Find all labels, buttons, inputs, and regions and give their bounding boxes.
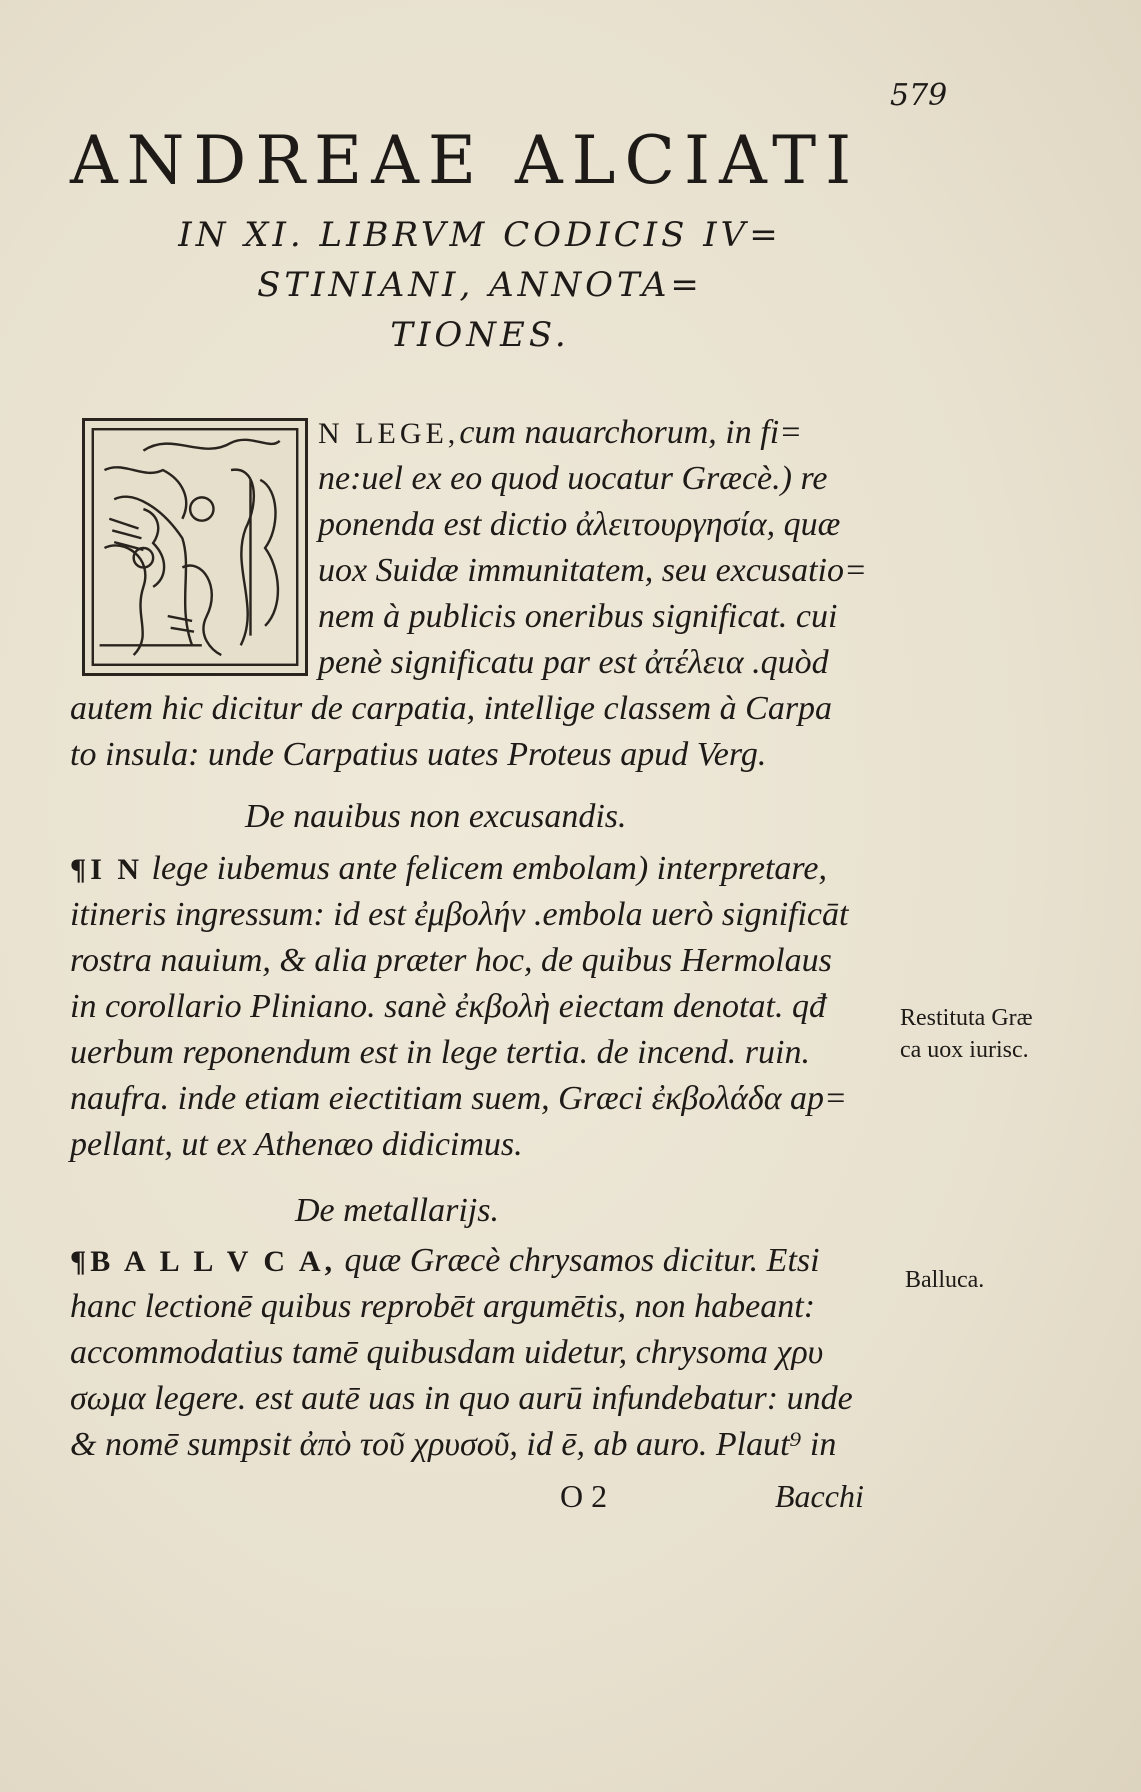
text-line: to insula: unde Carpatius uates Proteus apud Verg. <box>70 736 767 773</box>
marginal-note: Balluca. <box>905 1267 985 1293</box>
woodcut-initial-image <box>82 418 308 676</box>
text-line: ne:uel ex eo quod uocatur Græcè.) re <box>318 460 828 497</box>
text-line: N LEGE,cum nauarchorum, in fi= <box>318 414 803 451</box>
text-line: ponenda est dictio ἀλειτουργησία, quæ <box>318 506 841 543</box>
folio-number: 579 <box>890 78 948 113</box>
signature-mark: O 2 <box>560 1478 608 1514</box>
text-line: in corollario Pliniano. sanè ἐκβολὴ eiectam denotat. qđ <box>70 988 826 1025</box>
subtitle-line: TIONES. <box>390 315 570 355</box>
text-line: ¶I N lege iubemus ante felicem embolam) interpretare, <box>70 850 827 887</box>
subtitle-line: STINIANI, ANNOTA= <box>257 265 703 305</box>
section-heading: De nauibus non excusandis. <box>245 798 627 835</box>
marginal-note: ca uox iurisc. <box>900 1037 1029 1063</box>
text-line: autem hic dicitur de carpatia, intellige classem à Carpa <box>70 690 833 727</box>
text-line: σωμα legere. est autē uas in quo aurū infundebatur: unde <box>70 1380 853 1417</box>
page-title: ANDREAE ALCIATI <box>70 122 861 199</box>
marginal-note: Restituta Græ <box>900 1005 1033 1031</box>
text-line: naufra. inde etiam eiectitiam suem, Græci ἐκβολάδα ap= <box>70 1080 848 1117</box>
catchword: Bacchi <box>775 1478 864 1514</box>
subtitle-line: IN XI. LIBRVM CODICIS IV= <box>178 215 782 255</box>
woodcut-initial-illustration <box>85 421 305 673</box>
text-line: nem à publicis oneribus significat. cui <box>318 598 838 635</box>
text-line: ¶B A L L V C A, quæ Græcè chrysamos dicitur. Etsi <box>70 1242 820 1279</box>
text-line: & nomē sumpsit ἀπὸ τοῦ χρυσοῦ, id ē, ab auro. Plaut⁹ in <box>70 1426 837 1463</box>
text-line: rostra nauium, & alia præter hoc, de quibus Hermolaus <box>70 942 832 979</box>
text-line: penè significatu par est ἀτέλεια .quòd <box>318 644 829 681</box>
section-heading: De metallarijs. <box>295 1192 499 1229</box>
text-line: hanc lectionē quibus reprobēt argumētis, non habeant: <box>70 1288 816 1325</box>
text-line: itineris ingressum: id est ἐμβολήν .embola uerò significāt <box>70 896 849 933</box>
text-line: uox Suidæ immunitatem, seu excusatio= <box>318 552 867 589</box>
text-line: pellant, ut ex Athenæo didicimus. <box>70 1126 523 1163</box>
text-line: uerbum reponendum est in lege tertia. de incend. ruin. <box>70 1034 810 1071</box>
text-line: accommodatius tamē quibusdam uidetur, chrysoma χρυ <box>70 1334 824 1371</box>
page-subtitle <box>70 210 890 360</box>
